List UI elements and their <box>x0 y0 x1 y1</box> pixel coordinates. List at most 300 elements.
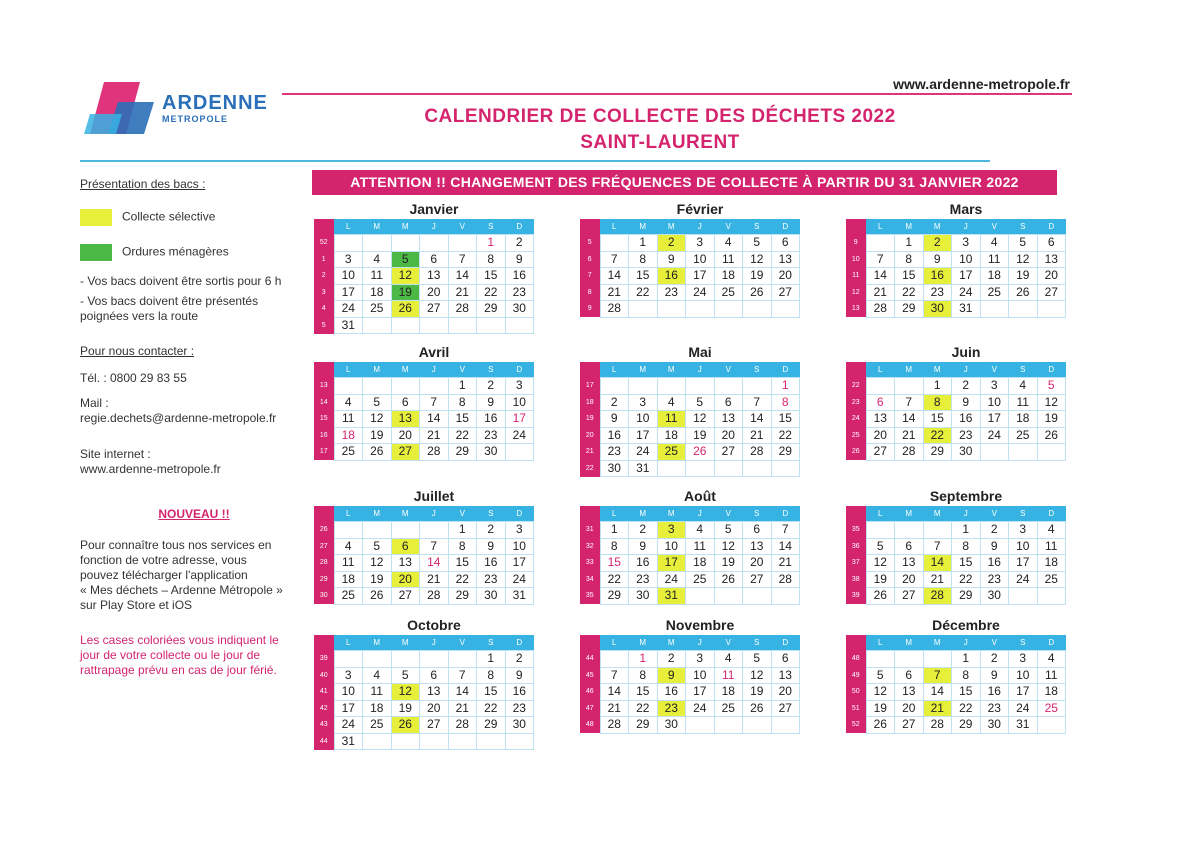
empty-cell <box>743 588 772 605</box>
day-cell: 11 <box>657 411 686 428</box>
day-cell: 24 <box>334 301 363 318</box>
week-number: 28 <box>314 555 334 572</box>
day-cell: 29 <box>923 444 952 461</box>
site-link[interactable]: www.ardenne-metropole.fr <box>80 462 221 476</box>
day-cell: 4 <box>980 235 1009 252</box>
day-header: D <box>505 506 534 522</box>
day-cell: 22 <box>952 571 981 588</box>
day-cell: 30 <box>980 588 1009 605</box>
day-cell: 16 <box>952 411 981 428</box>
day-cell: 31 <box>952 301 981 318</box>
day-cell: 1 <box>771 378 800 395</box>
day-cell: 28 <box>448 717 477 734</box>
empty-cell <box>686 588 715 605</box>
empty-cell <box>714 460 743 477</box>
day-cell: 6 <box>895 667 924 684</box>
day-cell: 21 <box>420 571 449 588</box>
day-cell: 31 <box>629 460 658 477</box>
day-cell: 10 <box>980 394 1009 411</box>
day-cell: 11 <box>714 251 743 268</box>
nouveau-text-2: fonction de votre adresse, vous <box>80 553 247 567</box>
week-number: 49 <box>846 667 866 684</box>
day-cell: 21 <box>448 700 477 717</box>
day-cell: 9 <box>952 394 981 411</box>
day-cell: 6 <box>391 394 420 411</box>
day-header: J <box>952 506 981 522</box>
day-header: L <box>600 219 629 235</box>
empty-cell <box>866 378 895 395</box>
day-cell: 24 <box>629 444 658 461</box>
week-number: 42 <box>314 700 334 717</box>
empty-cell <box>334 235 363 252</box>
day-cell: 2 <box>657 651 686 668</box>
mail-address[interactable]: regie.dechets@ardenne-metropole.fr <box>80 411 277 425</box>
day-cell: 14 <box>743 411 772 428</box>
day-cell: 13 <box>420 268 449 285</box>
day-cell: 14 <box>923 555 952 572</box>
day-header: V <box>980 219 1009 235</box>
day-header: S <box>743 635 772 651</box>
day-cell: 29 <box>477 301 506 318</box>
day-cell: 3 <box>980 378 1009 395</box>
week-header-cell <box>580 506 600 522</box>
day-cell: 11 <box>363 684 392 701</box>
day-cell: 26 <box>391 301 420 318</box>
day-cell: 27 <box>743 571 772 588</box>
day-header: M <box>895 219 924 235</box>
day-cell: 6 <box>391 538 420 555</box>
note-present-2: poignées vers la route <box>80 309 199 323</box>
day-cell: 11 <box>334 411 363 428</box>
day-header: M <box>629 635 658 651</box>
day-cell: 13 <box>895 555 924 572</box>
day-cell: 23 <box>980 700 1009 717</box>
day-cell: 13 <box>771 251 800 268</box>
day-cell: 26 <box>866 717 895 734</box>
month-table <box>314 635 534 750</box>
day-cell: 7 <box>420 538 449 555</box>
nouveau-text-1: Pour connaître tous nos services en <box>80 538 272 552</box>
month-title: Mars <box>949 201 983 217</box>
day-cell: 13 <box>866 411 895 428</box>
day-cell: 7 <box>420 394 449 411</box>
day-cell: 16 <box>505 684 534 701</box>
day-cell: 6 <box>420 667 449 684</box>
day-cell: 1 <box>952 522 981 539</box>
week-number: 24 <box>846 411 866 428</box>
day-cell: 14 <box>420 411 449 428</box>
day-cell: 27 <box>866 444 895 461</box>
empty-cell <box>686 717 715 734</box>
day-cell: 18 <box>714 268 743 285</box>
day-cell: 31 <box>505 588 534 605</box>
day-cell: 3 <box>505 522 534 539</box>
day-cell: 22 <box>629 284 658 301</box>
day-cell: 23 <box>477 571 506 588</box>
month-title: Février <box>676 201 724 217</box>
day-cell: 8 <box>600 538 629 555</box>
day-cell: 21 <box>895 427 924 444</box>
day-cell: 5 <box>743 235 772 252</box>
day-cell: 13 <box>771 667 800 684</box>
week-header-cell <box>314 362 334 378</box>
day-cell: 10 <box>334 684 363 701</box>
day-cell: 15 <box>629 268 658 285</box>
day-cell: 25 <box>1009 427 1038 444</box>
day-cell: 10 <box>1009 538 1038 555</box>
day-cell: 12 <box>866 684 895 701</box>
day-cell: 11 <box>1037 667 1066 684</box>
day-header: M <box>391 362 420 378</box>
day-cell: 15 <box>600 555 629 572</box>
day-cell: 5 <box>363 394 392 411</box>
day-cell: 8 <box>952 667 981 684</box>
day-cell: 21 <box>600 700 629 717</box>
week-header-cell <box>846 635 866 651</box>
week-number: 1 <box>314 251 334 268</box>
day-cell: 26 <box>1037 427 1066 444</box>
empty-cell <box>477 317 506 334</box>
empty-cell <box>743 717 772 734</box>
day-cell: 7 <box>895 394 924 411</box>
day-cell: 24 <box>1009 571 1038 588</box>
day-cell: 9 <box>505 251 534 268</box>
day-cell: 10 <box>505 394 534 411</box>
day-cell: 29 <box>771 444 800 461</box>
day-header: L <box>600 506 629 522</box>
empty-cell <box>657 460 686 477</box>
day-cell: 1 <box>895 235 924 252</box>
empty-cell <box>714 717 743 734</box>
day-cell: 23 <box>600 444 629 461</box>
week-number: 26 <box>846 444 866 461</box>
day-cell: 11 <box>1009 394 1038 411</box>
day-cell: 7 <box>448 667 477 684</box>
day-cell: 29 <box>600 588 629 605</box>
day-cell: 18 <box>334 427 363 444</box>
day-cell: 6 <box>866 394 895 411</box>
day-cell: 28 <box>923 588 952 605</box>
empty-cell <box>686 301 715 318</box>
day-cell: 19 <box>866 700 895 717</box>
day-cell: 17 <box>657 555 686 572</box>
day-cell: 5 <box>1037 378 1066 395</box>
day-cell: 6 <box>1037 235 1066 252</box>
day-cell: 6 <box>420 251 449 268</box>
day-cell: 23 <box>923 284 952 301</box>
day-header: S <box>477 635 506 651</box>
day-cell: 4 <box>1037 651 1066 668</box>
day-cell: 28 <box>866 301 895 318</box>
month-title: Août <box>684 488 716 504</box>
day-cell: 28 <box>743 444 772 461</box>
week-number: 11 <box>846 268 866 285</box>
week-header-cell <box>846 362 866 378</box>
empty-cell <box>771 717 800 734</box>
day-cell: 9 <box>923 251 952 268</box>
day-header: D <box>505 362 534 378</box>
day-cell: 16 <box>505 268 534 285</box>
month-table <box>846 362 1066 461</box>
day-cell: 25 <box>686 571 715 588</box>
day-header: S <box>1009 635 1038 651</box>
day-cell: 8 <box>448 538 477 555</box>
day-cell: 24 <box>1009 700 1038 717</box>
week-number: 52 <box>314 235 334 252</box>
day-cell: 25 <box>334 444 363 461</box>
empty-cell <box>771 460 800 477</box>
day-header: M <box>895 506 924 522</box>
empty-cell <box>391 235 420 252</box>
empty-cell <box>771 588 800 605</box>
day-cell: 22 <box>771 427 800 444</box>
day-cell: 18 <box>714 684 743 701</box>
day-cell: 1 <box>629 235 658 252</box>
week-number: 4 <box>314 301 334 318</box>
day-cell: 1 <box>448 378 477 395</box>
empty-cell <box>629 301 658 318</box>
day-cell: 11 <box>334 555 363 572</box>
day-cell: 3 <box>686 235 715 252</box>
day-cell: 3 <box>334 667 363 684</box>
note-time: - Vos bacs doivent être sortis pour 6 h <box>80 274 282 288</box>
day-cell: 15 <box>448 411 477 428</box>
nouveau-text-4: « Mes déchets – Ardenne Métropole » <box>80 583 283 597</box>
week-number: 34 <box>580 571 600 588</box>
day-cell: 12 <box>686 411 715 428</box>
day-cell: 17 <box>952 268 981 285</box>
day-cell: 17 <box>1009 555 1038 572</box>
header-rule <box>282 93 1072 95</box>
day-cell: 2 <box>952 378 981 395</box>
day-cell: 12 <box>1037 394 1066 411</box>
day-cell: 30 <box>657 717 686 734</box>
day-cell: 10 <box>1009 667 1038 684</box>
day-cell: 30 <box>629 588 658 605</box>
website-link[interactable]: www.ardenne-metropole.fr <box>893 76 1070 92</box>
day-cell: 19 <box>363 427 392 444</box>
site-label: Site internet : <box>80 447 151 461</box>
day-header: S <box>1009 362 1038 378</box>
day-cell: 22 <box>448 571 477 588</box>
day-header: M <box>629 362 658 378</box>
empty-cell <box>866 235 895 252</box>
day-cell: 17 <box>505 555 534 572</box>
week-number: 6 <box>580 251 600 268</box>
day-cell: 22 <box>600 571 629 588</box>
day-cell: 25 <box>1037 700 1066 717</box>
month-title: Juillet <box>413 488 455 504</box>
day-cell: 8 <box>952 538 981 555</box>
nouveau-text-5: sur Play Store et iOS <box>80 598 193 612</box>
day-header: M <box>363 219 392 235</box>
day-cell: 20 <box>420 284 449 301</box>
day-cell: 2 <box>600 394 629 411</box>
empty-cell <box>334 522 363 539</box>
empty-cell <box>448 317 477 334</box>
day-header: L <box>600 362 629 378</box>
day-cell: 2 <box>980 651 1009 668</box>
empty-cell <box>600 378 629 395</box>
week-number: 25 <box>846 427 866 444</box>
week-number: 27 <box>314 538 334 555</box>
empty-cell <box>391 378 420 395</box>
day-header: L <box>866 635 895 651</box>
day-cell: 28 <box>923 717 952 734</box>
empty-cell <box>448 235 477 252</box>
empty-cell <box>334 651 363 668</box>
day-cell: 5 <box>686 394 715 411</box>
day-cell: 30 <box>477 588 506 605</box>
day-cell: 19 <box>686 427 715 444</box>
empty-cell <box>895 651 924 668</box>
day-header: L <box>866 219 895 235</box>
day-cell: 9 <box>505 667 534 684</box>
week-number: 48 <box>846 651 866 668</box>
empty-cell <box>980 444 1009 461</box>
day-cell: 8 <box>923 394 952 411</box>
day-header: L <box>866 362 895 378</box>
day-header: J <box>686 506 715 522</box>
day-cell: 12 <box>363 555 392 572</box>
empty-cell <box>505 444 534 461</box>
day-header: J <box>420 506 449 522</box>
day-cell: 28 <box>420 588 449 605</box>
day-cell: 5 <box>866 667 895 684</box>
day-cell: 19 <box>743 684 772 701</box>
day-cell: 28 <box>420 444 449 461</box>
day-cell: 11 <box>686 538 715 555</box>
day-cell: 1 <box>923 378 952 395</box>
day-cell: 8 <box>448 394 477 411</box>
nouveau-heading: NOUVEAU !! <box>158 507 230 521</box>
empty-cell <box>363 522 392 539</box>
week-number: 8 <box>580 284 600 301</box>
week-number: 14 <box>314 394 334 411</box>
day-cell: 20 <box>866 427 895 444</box>
day-cell: 15 <box>952 684 981 701</box>
day-cell: 11 <box>980 251 1009 268</box>
day-cell: 2 <box>657 235 686 252</box>
day-cell: 3 <box>1009 522 1038 539</box>
day-header: M <box>363 506 392 522</box>
phone: Tél. : 0800 29 83 55 <box>80 371 187 385</box>
empty-cell <box>505 317 534 334</box>
day-header: M <box>657 362 686 378</box>
day-cell: 1 <box>477 235 506 252</box>
day-cell: 13 <box>391 555 420 572</box>
day-cell: 29 <box>952 717 981 734</box>
day-cell: 19 <box>1037 411 1066 428</box>
day-cell: 7 <box>448 251 477 268</box>
day-cell: 21 <box>771 555 800 572</box>
day-cell: 30 <box>980 717 1009 734</box>
nouveau-text-3: pouvez télécharger l'application <box>80 568 248 582</box>
day-header: D <box>1037 506 1066 522</box>
month-table <box>846 635 1066 734</box>
day-cell: 20 <box>895 571 924 588</box>
day-cell: 25 <box>657 444 686 461</box>
day-cell: 9 <box>600 411 629 428</box>
day-header: J <box>420 635 449 651</box>
empty-cell <box>363 317 392 334</box>
empty-cell <box>391 317 420 334</box>
day-cell: 2 <box>923 235 952 252</box>
day-cell: 14 <box>600 268 629 285</box>
week-number: 13 <box>314 378 334 395</box>
empty-cell <box>743 378 772 395</box>
day-cell: 17 <box>334 700 363 717</box>
day-cell: 15 <box>448 555 477 572</box>
day-cell: 26 <box>743 700 772 717</box>
empty-cell <box>363 733 392 750</box>
day-cell: 23 <box>980 571 1009 588</box>
day-cell: 14 <box>448 684 477 701</box>
day-cell: 10 <box>952 251 981 268</box>
week-number: 22 <box>846 378 866 395</box>
day-cell: 25 <box>714 700 743 717</box>
day-cell: 5 <box>714 522 743 539</box>
week-number: 36 <box>846 538 866 555</box>
day-cell: 26 <box>714 571 743 588</box>
day-header: M <box>391 506 420 522</box>
day-header: V <box>448 219 477 235</box>
empty-cell <box>657 378 686 395</box>
empty-cell <box>1037 444 1066 461</box>
day-cell: 27 <box>391 444 420 461</box>
empty-cell <box>629 378 658 395</box>
day-cell: 7 <box>743 394 772 411</box>
empty-cell <box>363 378 392 395</box>
day-header: J <box>952 635 981 651</box>
bins-heading: Présentation des bacs : <box>80 177 206 191</box>
empty-cell <box>714 588 743 605</box>
day-cell: 15 <box>923 411 952 428</box>
week-number: 39 <box>846 588 866 605</box>
day-cell: 18 <box>334 571 363 588</box>
day-cell: 21 <box>448 284 477 301</box>
day-cell: 26 <box>866 588 895 605</box>
day-header: V <box>980 506 1009 522</box>
day-cell: 22 <box>448 427 477 444</box>
day-cell: 24 <box>334 717 363 734</box>
day-cell: 26 <box>686 444 715 461</box>
day-cell: 9 <box>657 251 686 268</box>
logo-mark-icon <box>82 80 160 136</box>
day-cell: 18 <box>363 700 392 717</box>
day-cell: 22 <box>895 284 924 301</box>
day-cell: 4 <box>334 538 363 555</box>
day-cell: 29 <box>448 588 477 605</box>
day-cell: 2 <box>629 522 658 539</box>
day-cell: 25 <box>1037 571 1066 588</box>
day-cell: 24 <box>686 700 715 717</box>
week-header-cell <box>846 219 866 235</box>
day-header: J <box>952 219 981 235</box>
day-cell: 20 <box>391 427 420 444</box>
day-cell: 8 <box>477 251 506 268</box>
week-number: 3 <box>314 284 334 301</box>
empty-cell <box>714 301 743 318</box>
day-cell: 8 <box>895 251 924 268</box>
day-cell: 23 <box>657 284 686 301</box>
day-header: D <box>1037 219 1066 235</box>
day-cell: 24 <box>686 284 715 301</box>
selective-label: Collecte sélective <box>122 209 216 224</box>
day-cell: 28 <box>895 444 924 461</box>
empty-cell <box>448 733 477 750</box>
week-number: 35 <box>846 522 866 539</box>
